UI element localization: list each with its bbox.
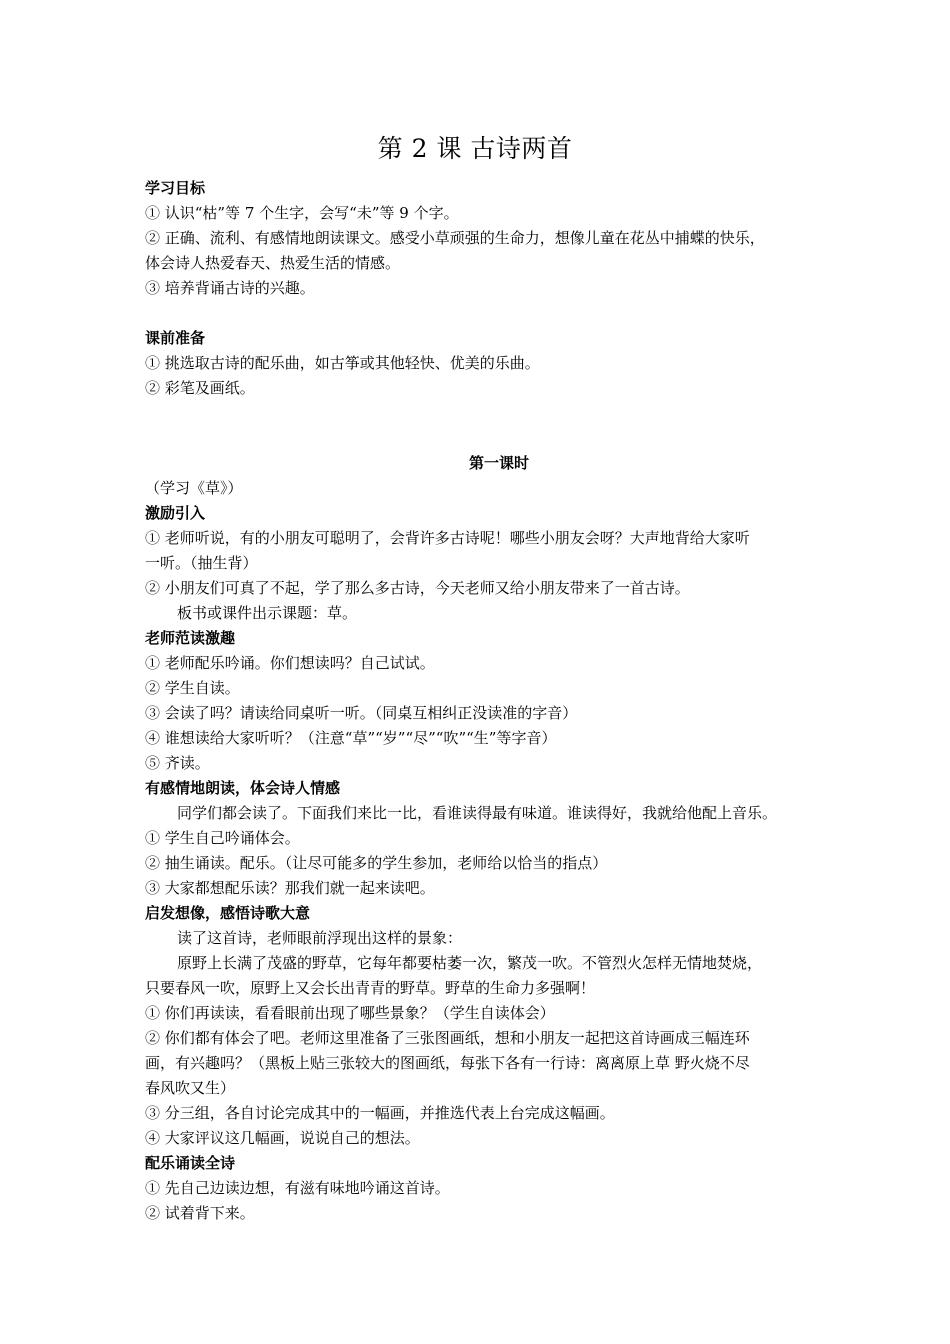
section-heading: 启发想像，感悟诗歌大意	[145, 904, 311, 922]
section-line: 只要春风一吹，原野上又会长出青青的野草。野草的生命力多强啊！	[145, 979, 596, 997]
prep-heading: 课前准备	[145, 329, 206, 347]
lesson-title: 第 2 课 古诗两首	[377, 134, 573, 163]
section-line: ④ 谁想读给大家听听？（注意“草”“岁”“尽”“吹”“生”等字音）	[145, 729, 557, 747]
section-line: ③ 大家都想配乐读？那我们就一起来读吧。	[145, 879, 435, 897]
section-line: ② 小朋友们可真了不起，学了那么多古诗，今天老师又给小朋友带来了一首古诗。	[145, 579, 690, 597]
section-line: 读了这首诗，老师眼前浮现出这样的景象：	[177, 929, 463, 947]
section-line: ② 你们都有体会了吧。老师这里准备了三张图画纸，想和小朋友一起把这首诗画成三幅连环	[145, 1029, 750, 1047]
section-line: 板书或课件出示课题：草。	[177, 604, 358, 622]
goal-item: ② 正确、流利、有感情地朗读课文。感受小草顽强的生命力，想像儿童在花丛中捕蝶的快乐，	[145, 229, 765, 247]
goal-item: 体会诗人热爱春天、热爱生活的情感。	[145, 254, 401, 272]
section-line: ① 老师配乐吟诵。你们想读吗？自己试试。	[145, 654, 435, 672]
section-heading: 有感情地朗读，体会诗人情感	[145, 779, 341, 797]
section-line: ① 先自己边读边想，有滋有味地吟诵这首诗。	[145, 1179, 450, 1197]
section-line: ② 抽生诵读。配乐。（让尽可能多的学生参加，老师给以恰当的指点）	[145, 854, 608, 872]
prep-item: ② 彩笔及画纸。	[145, 379, 255, 397]
prep-item: ① 挑选取古诗的配乐曲，如古筝或其他轻快、优美的乐曲。	[145, 354, 540, 372]
session-subtitle: （学习《草》）	[145, 479, 243, 497]
section-line: 原野上长满了茂盛的野草，它每年都要枯萎一次，繁茂一吹。不管烈火怎样无情地焚烧，	[177, 954, 763, 972]
section-heading: 激励引入	[145, 504, 206, 522]
section-heading: 配乐诵读全诗	[145, 1154, 236, 1172]
section-line: 一听。（抽生背）	[145, 554, 258, 572]
section-line: ② 学生自读。	[145, 679, 240, 697]
section-line: ② 试着背下来。	[145, 1204, 255, 1222]
goal-item: ③ 培养背诵古诗的兴趣。	[145, 279, 315, 297]
section-line: 春风吹又生）	[145, 1079, 236, 1097]
section-line: ① 学生自己吟诵体会。	[145, 829, 300, 847]
section-line: 同学们都会读了。下面我们来比一比，看谁读得最有味道。谁读得好，我就给他配上音乐。	[177, 804, 778, 822]
section-line: ③ 会读了吗？请读给同桌听一听。（同桌互相纠正没读准的字音）	[145, 704, 578, 722]
section-line: ① 老师听说，有的小朋友可聪明了，会背许多古诗呢！哪些小朋友会呀？大声地背给大家听	[145, 529, 750, 547]
section-heading: 老师范读激趣	[145, 629, 236, 647]
section-line: ⑤ 齐读。	[145, 754, 210, 772]
goals-heading: 学习目标	[145, 179, 206, 197]
section-line: ④ 大家评议这几幅画，说说自己的想法。	[145, 1129, 420, 1147]
goal-item: ① 认识“枯”等 7 个生字，会写“未”等 9 个字。	[145, 204, 459, 222]
document-body	[145, 176, 825, 1226]
section-line: ③ 分三组，各自讨论完成其中的一幅画，并推选代表上台完成这幅画。	[145, 1104, 615, 1122]
section-line: ① 你们再读读，看看眼前出现了哪些景象？（学生自读体会）	[145, 1004, 555, 1022]
section-line: 画，有兴趣吗？（黑板上贴三张较大的图画纸，每张下各有一行诗：离离原上草 野火烧不尽	[145, 1054, 750, 1072]
session-title: 第一课时	[468, 454, 529, 472]
